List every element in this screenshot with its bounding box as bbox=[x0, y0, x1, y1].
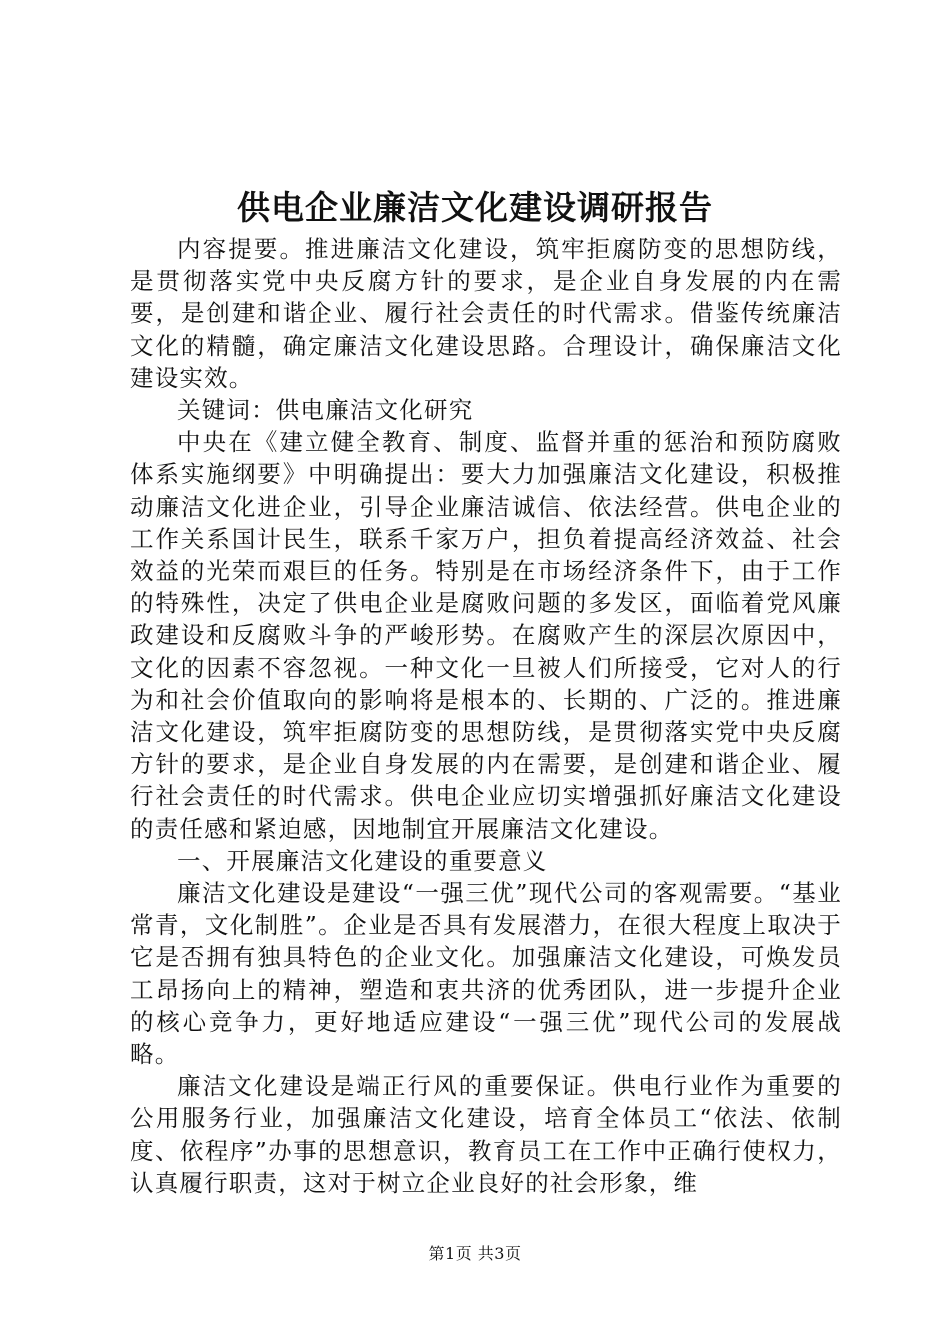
paragraph-intro: 中央在《建立健全教育、制度、监督并重的惩治和预防腐败体系实施纲要》中明确提出：要大力加强廉洁文化建设，积极推动廉洁文化进企业，引导企业廉洁诚信、依法经营。供电企业的工作关系国计民生，联系千家万户，担负着提高经济效益、社会效益的光荣而艰巨的任务。特别是在市场经济条件下，由于工作的特殊性，决定了供电企业是腐败问题的多发区，面临着党风廉政建设和反腐败斗争的严峻形势。在腐败产生的深层次原因中，文化的因素不容忽视。一种文化一旦被人们所接受，它对人的行为和社会价值取向的影响将是根本的、长期的、广泛的。推进廉洁文化建设，筑牢拒腐防变的思想防线，是贯彻落实党中央反腐方针的要求，是企业自身发展的内在需要，是创建和谐企业、履行社会责任的时代需求。供电企业应切实增强抓好廉洁文化建设的责任感和紧迫感，因地制宜开展廉洁文化建设。 bbox=[130, 428, 842, 843]
paragraph-significance-2: 廉洁文化建设是端正行风的重要保证。供电行业作为重要的公用服务行业，加强廉洁文化建设，培育全体员工“依法、依制度、依程序”办事的思想意识，教育员工在工作中正确行使权力，认真履行职责，这对于树立企业良好的社会形象，维 bbox=[130, 1072, 842, 1197]
document-body bbox=[130, 233, 842, 1199]
document-title: 供电企业廉洁文化建设调研报告 bbox=[237, 188, 713, 227]
section-heading: 一、开展廉洁文化建设的重要意义 bbox=[177, 846, 548, 875]
page-number-footer: 第1页 共3页 bbox=[428, 1244, 522, 1263]
paragraph-keywords: 关键词：供电廉洁文化研究 bbox=[177, 396, 474, 425]
paragraph-significance-1: 廉洁文化建设是建设“一强三优”现代公司的客观需要。“基业常青，文化制胜”。企业是否具有发展潜力，在很大程度上取决于它是否拥有独具特色的企业文化。加强廉洁文化建设，可焕发员工昂扬向上的精神，塑造和衷共济的优秀团队，进一步提升企业的核心竞争力，更好地适应建设“一强三优”现代公司的发展战略。 bbox=[130, 879, 842, 1069]
paragraph-abstract: 内容提要。推进廉洁文化建设，筑牢拒腐防变的思想防线，是贯彻落实党中央反腐方针的要求，是企业自身发展的内在需要，是创建和谐企业、履行社会责任的时代需求。借鉴传统廉洁文化的精髓，确定廉洁文化建设思路。合理设计，确保廉洁文化建设实效。 bbox=[130, 235, 842, 392]
